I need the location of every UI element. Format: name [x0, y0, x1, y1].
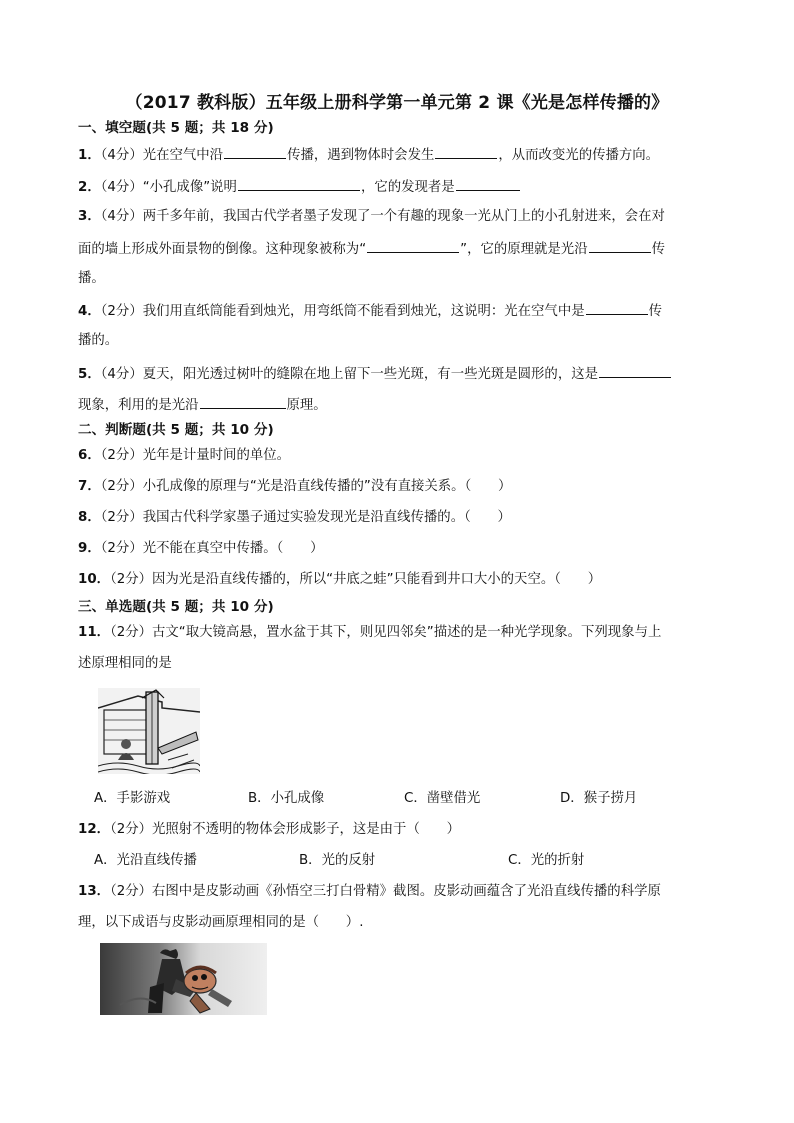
question-3-line-1 [78, 208, 728, 226]
shadow-puppet-photo-icon [100, 943, 267, 1015]
question-number: 10． [78, 572, 111, 587]
question-text: （2分）古文“取大镜高悬，置水盆于其下，则见四邻矣”描述的是一种光学现象。下列现象与上 [110, 625, 662, 640]
question-12-options [94, 852, 694, 870]
question-number: 4． [78, 304, 101, 319]
question-text: ，从而改变光的传播方向。 [498, 148, 660, 163]
question-number: 1． [78, 148, 101, 163]
question-10 [78, 571, 728, 589]
option-a[interactable]: A．手影游戏 [94, 791, 171, 806]
section-heading-judge: 二、判断题(共 5 题；共 10 分) [78, 422, 274, 438]
question-13-line-1 [78, 883, 728, 901]
question-number: 3． [78, 209, 101, 224]
question-text: （2分）右图中是皮影动画《孙悟空三打白骨精》截图。皮影动画蕴含了光沿直线传播的科学原 [110, 884, 661, 899]
question-12 [78, 821, 728, 839]
answer-blank[interactable] [224, 145, 286, 159]
option-b[interactable]: B．小孔成像 [248, 791, 325, 806]
question-6 [78, 447, 728, 465]
question-5-line-2 [78, 395, 728, 415]
option-c[interactable]: C．光的折射 [508, 853, 585, 868]
answer-blank[interactable] [456, 177, 520, 191]
question-text: （2分）因为光是沿直线传播的，所以“井底之蛙”只能看到井口大小的天空。（ ） [110, 572, 602, 587]
question-text: 传 [651, 242, 665, 257]
answer-blank[interactable] [200, 395, 286, 409]
question-11-line-2: 述原理相同的是 [78, 656, 172, 671]
periscope-illustration-icon [98, 688, 200, 774]
question-text: （2分）光年是计量时间的单位。 [100, 448, 291, 463]
question-text: 面的墙上形成外面景物的倒像。这种现象被称为“ [78, 242, 367, 257]
question-text: 原理。 [286, 398, 327, 413]
question-number: 6． [78, 448, 101, 463]
question-text: （2分）我国古代科学家墨子通过实验发现光是沿直线传播的。（ ） [100, 510, 511, 525]
question-1 [78, 145, 728, 165]
section-heading-fill: 一、填空题(共 5 题；共 18 分) [78, 120, 274, 136]
question-text: 现象，利用的是光沿 [78, 398, 199, 413]
question-text: （2分）我们用直纸筒能看到烛光，用弯纸筒不能看到烛光，这说明：光在空气中是 [100, 304, 585, 319]
question-9 [78, 540, 728, 558]
answer-blank[interactable] [586, 301, 648, 315]
question-number: 2． [78, 180, 101, 195]
question-text: （4分）光在空气中沿 [100, 148, 224, 163]
answer-blank[interactable] [599, 364, 671, 378]
question-number: 7． [78, 479, 101, 494]
question-number: 9． [78, 541, 101, 556]
option-d[interactable]: D．猴子捞月 [560, 791, 638, 806]
question-3-line-2 [78, 239, 728, 259]
answer-blank[interactable] [589, 239, 651, 253]
answer-blank[interactable] [435, 145, 497, 159]
question-number: 8． [78, 510, 101, 525]
question-4-line-2: 播的。 [78, 333, 119, 348]
question-number: 12． [78, 822, 111, 837]
question-text: （2分）光照射不透明的物体会形成影子，这是由于（ ） [110, 822, 461, 837]
question-2 [78, 177, 728, 197]
option-a[interactable]: A．光沿直线传播 [94, 853, 197, 868]
question-text: （4分）“小孔成像”说明 [100, 180, 237, 195]
question-8 [78, 509, 728, 527]
question-text: ”，它的原理就是光沿 [460, 242, 588, 257]
question-13-line-2: 理，以下成语与皮影动画原理相同的是（ ）. [78, 915, 364, 930]
option-b[interactable]: B．光的反射 [299, 853, 376, 868]
question-text: （4分）两千多年前，我国古代学者墨子发现了一个有趣的现象一光从门上的小孔射进来，会在对 [100, 209, 665, 224]
question-11-line-1 [78, 624, 728, 642]
question-text: （2分）光不能在真空中传播。（ ） [100, 541, 324, 556]
question-7 [78, 478, 728, 496]
option-c[interactable]: C．凿壁借光 [404, 791, 481, 806]
section-heading-choice: 三、单选题(共 5 题；共 10 分) [78, 599, 274, 615]
question-text: 传播，遇到物体时会发生 [287, 148, 435, 163]
question-text: （2分）小孔成像的原理与“光是沿直线传播的”没有直接关系。（ ） [100, 479, 512, 494]
question-number: 11． [78, 625, 111, 640]
question-5-line-1 [78, 364, 728, 384]
page-title: （2017 教科版）五年级上册科学第一单元第 2 课《光是怎样传播的》 [125, 93, 669, 113]
question-text: （4分）夏天，阳光透过树叶的缝隙在地上留下一些光斑，有一些光斑是圆形的，这是 [100, 367, 598, 382]
question-text: ，它的发现者是 [360, 180, 455, 195]
question-number: 13． [78, 884, 111, 899]
question-number: 5． [78, 367, 101, 382]
answer-blank[interactable] [238, 177, 360, 191]
answer-blank[interactable] [367, 239, 459, 253]
question-text: 传 [648, 304, 662, 319]
question-11-options [94, 790, 694, 808]
question-4-line-1 [78, 301, 728, 321]
question-3-line-3: 播。 [78, 271, 105, 286]
